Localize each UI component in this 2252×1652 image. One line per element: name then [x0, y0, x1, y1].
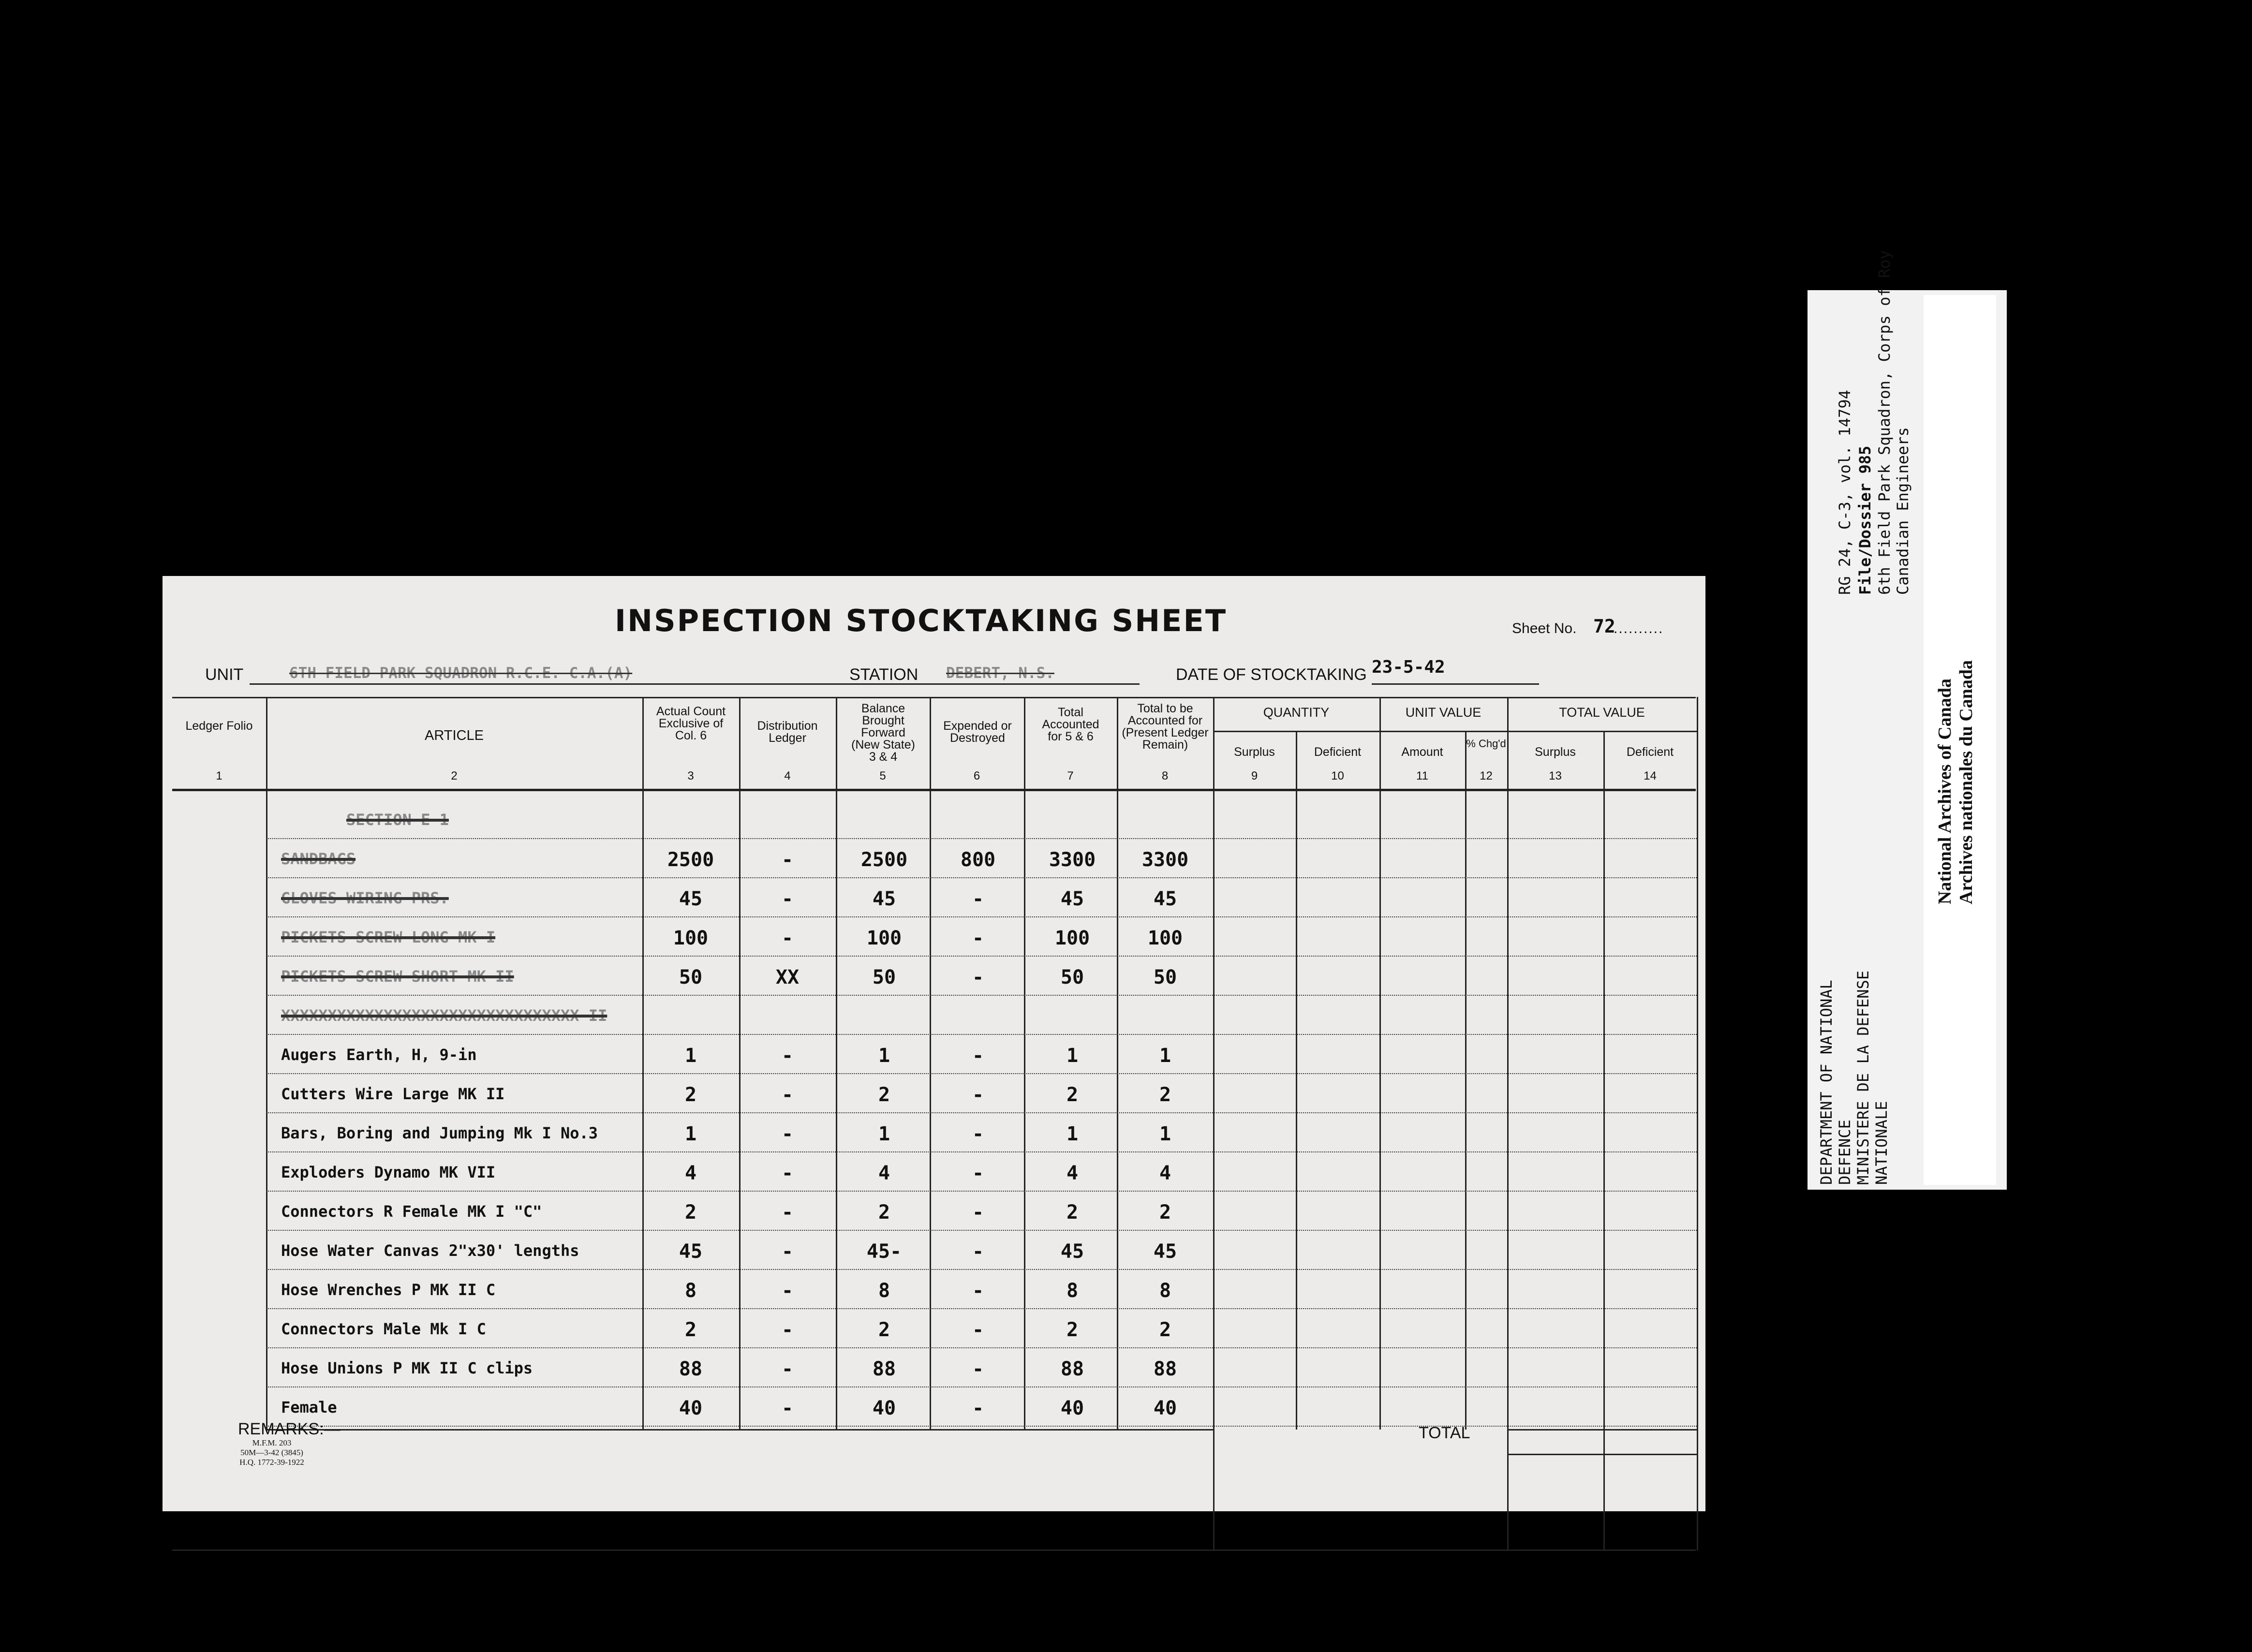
- row-c3-value: 88: [679, 1358, 703, 1380]
- row-c7-value: 2: [1066, 1201, 1079, 1224]
- row-article: Hose Water Canvas 2"x30' lengths: [281, 1241, 579, 1260]
- row-c3-value: 2: [684, 1319, 697, 1341]
- row-c3-value: 45: [679, 888, 703, 910]
- row-c6-value: -: [972, 1319, 984, 1341]
- row-c3-value: 2: [684, 1084, 697, 1106]
- row-c5-value: 50: [872, 966, 896, 988]
- row-article: SANDBAGS: [281, 850, 356, 868]
- row-c5-value: 88: [872, 1358, 896, 1380]
- row-c4-value: -: [781, 849, 794, 871]
- row-c6-value: -: [972, 1045, 984, 1067]
- col-num-8: 8: [1161, 769, 1169, 782]
- row-c7-value: 8: [1066, 1280, 1079, 1302]
- form-code-3: H.Q. 1772-39-1922: [239, 1458, 304, 1467]
- row-article: PICKETS SCREW LONG MK I: [281, 928, 496, 946]
- row-rule: [266, 995, 1697, 996]
- row-c7-value: 2: [1066, 1084, 1079, 1106]
- row-c4-value: XX: [775, 966, 800, 988]
- row-c4-value: -: [781, 1123, 794, 1145]
- row-c8-value: 100: [1147, 927, 1183, 949]
- col-article: ARTICLE: [425, 728, 484, 743]
- row-c8-value: 50: [1153, 966, 1177, 988]
- row-c4-value: -: [781, 1084, 794, 1106]
- row-article: Hose Wrenches P MK II C: [281, 1281, 496, 1299]
- date-value: 23-5-42: [1372, 657, 1445, 677]
- row-article: SECTION E-1: [346, 811, 449, 829]
- row-c6-value: -: [972, 1358, 984, 1380]
- row-c7-value: 2: [1066, 1319, 1079, 1341]
- col-actual-count: Actual Count Exclusive of Col. 6: [656, 705, 726, 742]
- row-c5-value: 45: [872, 888, 896, 910]
- row-c6-value: -: [972, 927, 984, 949]
- sheet-no-dots: ..........: [1614, 620, 1664, 636]
- row-c7-value: 40: [1060, 1397, 1084, 1419]
- row-rule: [266, 877, 1697, 878]
- row-c6-value: -: [972, 1084, 984, 1106]
- archive-ref-3: 6th Field Park Squadron, Corps of Roy: [1875, 250, 1894, 595]
- col-num-12: 12: [1480, 769, 1493, 782]
- row-c5-value: 8: [878, 1280, 890, 1302]
- row-rule: [266, 1151, 1697, 1152]
- col-num-11: 11: [1416, 769, 1428, 782]
- archive-reference-label: [1808, 250, 2007, 1190]
- row-c6-value: -: [972, 1201, 984, 1224]
- row-c8-value: 2: [1159, 1319, 1171, 1341]
- col-unit-value: UNIT VALUE: [1405, 705, 1482, 720]
- row-c4-value: -: [781, 1358, 794, 1380]
- col-deficient-qty: Deficient: [1314, 745, 1362, 759]
- archive-ref-2: File/Dossier 985: [1856, 445, 1874, 595]
- col-total-value: TOTAL VALUE: [1559, 705, 1645, 720]
- col-num-3: 3: [687, 769, 694, 782]
- archive-dept-2: DEFENCE: [1836, 1120, 1854, 1185]
- col-ledger-folio: Ledger Folio: [185, 719, 253, 733]
- row-c7-value: 3300: [1049, 849, 1096, 871]
- row-rule: [266, 916, 1697, 917]
- row-c6-value: -: [972, 1162, 984, 1184]
- row-c8-value: 40: [1153, 1397, 1177, 1419]
- row-article: Connectors R Female MK I "C": [281, 1202, 542, 1221]
- row-c5-value: 100: [866, 927, 902, 949]
- row-c8-value: 88: [1153, 1358, 1177, 1380]
- col-total-accounted: Total Accounted for 5 & 6: [1042, 706, 1099, 743]
- row-c3-value: 4: [684, 1162, 697, 1184]
- form-code-1: M.F.M. 203: [252, 1438, 292, 1447]
- total-label: TOTAL: [1419, 1424, 1470, 1442]
- row-article: GLOVES WIRING PRS.: [281, 889, 449, 907]
- row-c6-value: -: [972, 1280, 984, 1302]
- archive-ref-1: RG 24, C-3, vol. 14794: [1836, 390, 1854, 595]
- row-c8-value: 45: [1153, 888, 1177, 910]
- row-rule: [266, 1191, 1697, 1192]
- row-c7-value: 1: [1066, 1123, 1079, 1145]
- row-c7-value: 45: [1060, 1240, 1084, 1263]
- row-c6-value: -: [972, 1397, 984, 1419]
- col-amount: Amount: [1401, 745, 1443, 759]
- remarks-label: REMARKS:—: [238, 1420, 341, 1438]
- row-article: Exploders Dynamo MK VII: [281, 1163, 496, 1181]
- row-article: Bars, Boring and Jumping Mk I No.3: [281, 1124, 598, 1142]
- col-to-be-accounted: Total to be Accounted for (Present Ledger Remain): [1122, 702, 1209, 752]
- date-label: DATE OF STOCKTAKING: [1176, 665, 1367, 684]
- col-deficient-value: Deficient: [1626, 745, 1674, 759]
- row-article: Hose Unions P MK II C clips: [281, 1359, 533, 1377]
- row-c4-value: -: [781, 1201, 794, 1224]
- row-rule: [266, 1308, 1697, 1309]
- row-c5-value: 1: [878, 1123, 890, 1145]
- col-num-6: 6: [973, 769, 980, 782]
- row-c8-value: 2: [1159, 1084, 1171, 1106]
- row-rule: [266, 1034, 1697, 1035]
- col-quantity: QUANTITY: [1263, 705, 1330, 720]
- archive-ref-4: Canadian Engineers: [1894, 427, 1912, 595]
- row-article: XXXXXXXXXXXXXXXXXXXXXXXXXXXXXXXX II: [281, 1006, 607, 1025]
- row-rule: [266, 956, 1697, 957]
- row-c3-value: 2: [684, 1201, 697, 1224]
- col-distribution-ledger: Distribution Ledger: [757, 719, 818, 745]
- row-c7-value: 50: [1060, 966, 1084, 988]
- row-c6-value: -: [972, 888, 984, 910]
- row-c3-value: 50: [679, 966, 703, 988]
- row-c6-value: -: [972, 966, 984, 988]
- row-c3-value: 8: [684, 1280, 697, 1302]
- row-c5-value: 2: [878, 1319, 890, 1341]
- col-num-5: 5: [879, 769, 886, 782]
- row-c3-value: 45: [679, 1240, 703, 1263]
- row-c8-value: 45: [1153, 1240, 1177, 1263]
- row-c5-value: 45-: [866, 1240, 902, 1263]
- row-c4-value: -: [781, 1162, 794, 1184]
- row-c7-value: 88: [1060, 1358, 1084, 1380]
- row-c7-value: 1: [1066, 1045, 1079, 1067]
- station-value: DEBERT, N.S.: [946, 664, 1054, 682]
- sheet-title: INSPECTION STOCKTAKING SHEET: [615, 603, 1228, 638]
- row-c8-value: 1: [1159, 1045, 1171, 1067]
- col-percent-charged: % Chg'd: [1466, 738, 1506, 750]
- row-c5-value: 40: [872, 1397, 896, 1419]
- row-rule: [266, 1426, 1697, 1427]
- archive-dept-4: NATIONALE: [1872, 1101, 1891, 1185]
- stocktaking-sheet: [163, 576, 1705, 1511]
- row-c6-value: -: [972, 1123, 984, 1145]
- col-num-4: 4: [784, 769, 791, 782]
- row-article: Female: [281, 1398, 337, 1416]
- row-c8-value: 1: [1159, 1123, 1171, 1145]
- col-surplus-value: Surplus: [1535, 745, 1576, 759]
- row-c4-value: -: [781, 888, 794, 910]
- row-rule: [266, 1230, 1697, 1231]
- row-article: PICKETS SCREW SHORT MK II: [281, 967, 514, 986]
- row-rule: [266, 1269, 1697, 1270]
- row-c5-value: 1: [878, 1045, 890, 1067]
- row-c8-value: 8: [1159, 1280, 1171, 1302]
- nac-english: National Archives of Canada: [1935, 678, 1955, 904]
- row-c4-value: -: [781, 1045, 794, 1067]
- station-label: STATION: [849, 665, 919, 684]
- row-rule: [266, 1347, 1697, 1348]
- col-num-2: 2: [451, 769, 458, 782]
- col-num-1: 1: [216, 769, 222, 782]
- row-c5-value: 4: [878, 1162, 890, 1184]
- row-c3-value: 1: [684, 1123, 697, 1145]
- unit-value: 6TH FIELD PARK SQUADRON R.C.E. C.A.(A): [289, 664, 633, 682]
- col-num-14: 14: [1644, 769, 1657, 782]
- row-c3-value: 2500: [667, 849, 714, 871]
- row-c7-value: 4: [1066, 1162, 1079, 1184]
- archive-dept-1: DEPARTMENT OF NATIONAL: [1817, 980, 1836, 1185]
- row-c4-value: -: [781, 1397, 794, 1419]
- row-c5-value: 2500: [860, 849, 908, 871]
- row-c4-value: -: [781, 1319, 794, 1341]
- archive-dept-3: MINISTERE DE LA DEFENSE: [1854, 970, 1872, 1185]
- col-surplus-qty: Surplus: [1234, 745, 1275, 759]
- row-rule: [266, 1073, 1697, 1074]
- form-codes: [214, 1438, 330, 1467]
- row-c5-value: 2: [878, 1201, 890, 1224]
- row-c7-value: 45: [1060, 888, 1084, 910]
- row-rule: [266, 838, 1697, 839]
- col-balance-forward: Balance Brought Forward (New State) 3 & 4: [851, 702, 915, 764]
- col-num-7: 7: [1067, 769, 1074, 782]
- row-c4-value: -: [781, 927, 794, 949]
- col-expended: Expended or Destroyed: [943, 719, 1012, 745]
- row-article: Augers Earth, H, 9-in: [281, 1046, 477, 1064]
- unit-label: UNIT: [205, 665, 244, 684]
- row-c3-value: 1: [684, 1045, 697, 1067]
- row-c5-value: 2: [878, 1084, 890, 1106]
- row-article: Cutters Wire Large MK II: [281, 1085, 505, 1103]
- nac-french: Archives nationales du Canada: [1956, 660, 1976, 904]
- row-c8-value: 3300: [1141, 849, 1189, 871]
- sheet-no-value: 72: [1593, 616, 1615, 637]
- form-code-2: 50M—3-42 (3845): [240, 1448, 303, 1457]
- row-rule: [266, 1386, 1697, 1387]
- col-num-9: 9: [1251, 769, 1258, 782]
- col-num-13: 13: [1549, 769, 1562, 782]
- row-c3-value: 40: [679, 1397, 703, 1419]
- row-c8-value: 2: [1159, 1201, 1171, 1224]
- row-c8-value: 4: [1159, 1162, 1171, 1184]
- row-c3-value: 100: [673, 927, 709, 949]
- sheet-no-label: Sheet No.: [1512, 620, 1577, 636]
- row-c4-value: -: [781, 1240, 794, 1263]
- row-article: Connectors Male Mk I C: [281, 1320, 486, 1338]
- row-rule: [266, 1112, 1697, 1113]
- row-c7-value: 100: [1054, 927, 1090, 949]
- row-c6-value: -: [972, 1240, 984, 1263]
- row-c6-value: 800: [960, 849, 996, 871]
- row-c4-value: -: [781, 1280, 794, 1302]
- col-num-10: 10: [1331, 769, 1344, 782]
